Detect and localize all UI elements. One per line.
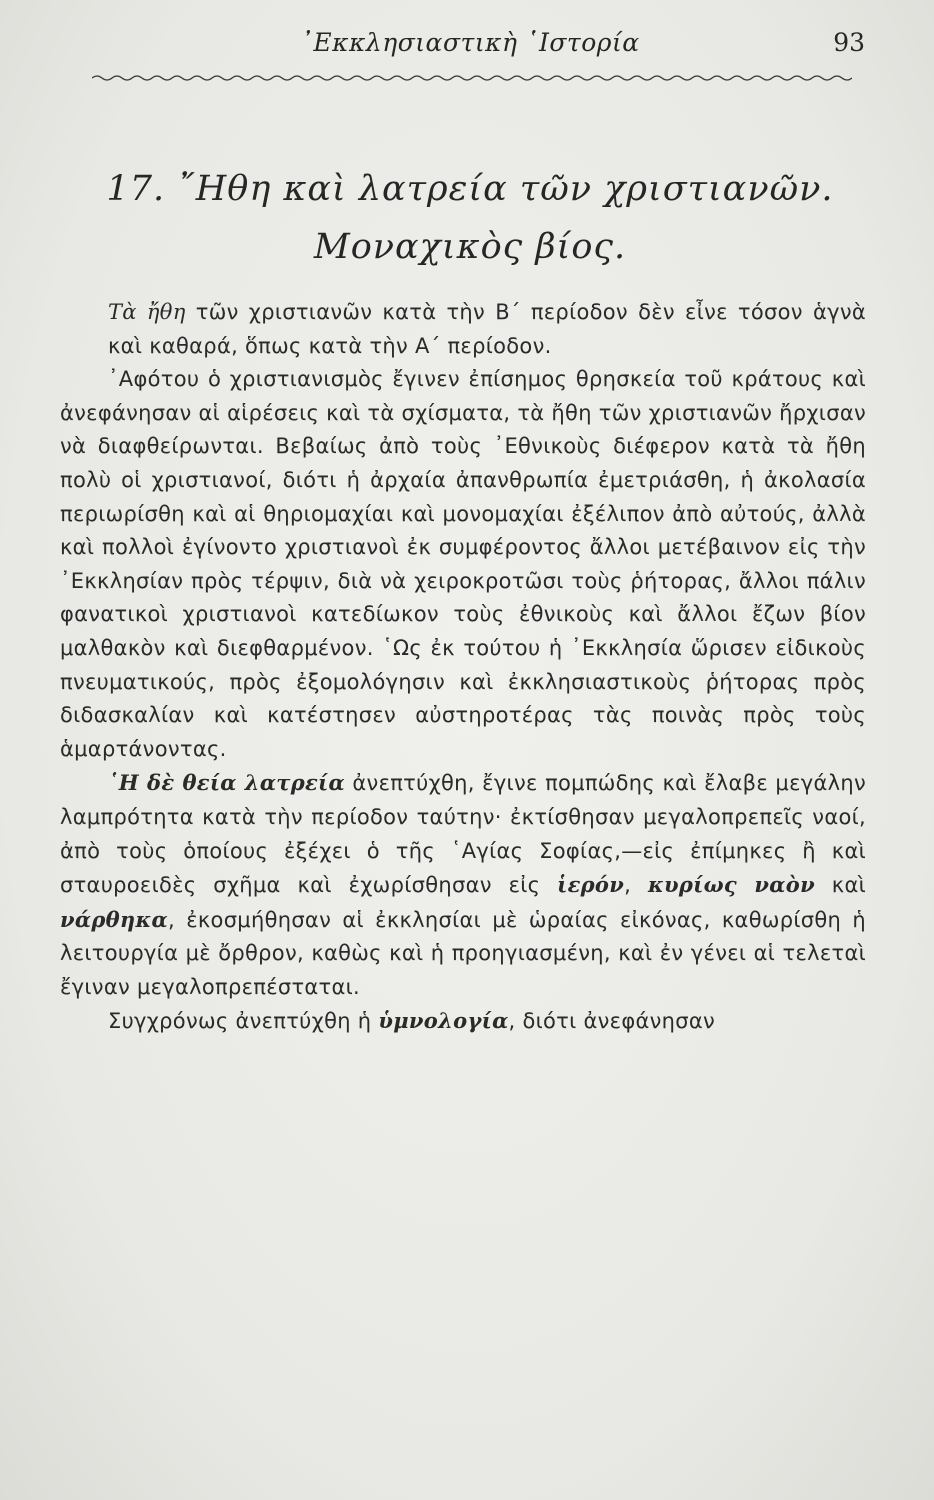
paragraph-3-text-b: ,	[624, 873, 648, 898]
paragraph-4	[60, 1004, 866, 1039]
body-text	[60, 296, 866, 1039]
page-number: 93	[833, 28, 865, 57]
paragraph-3-text-d: , ἐκοσμήθησαν αἱ ἐκκλησίαι μὲ ὡραίας εἰκόνας, καθωρίσθη ἡ λειτουργία μὲ ὄρθρον, καθὼς καὶ ἡ προηγιασμένη, καὶ ἐν γένει αἱ τελεταὶ ἔγιναν μεγαλοπρεπέσταται.	[60, 907, 866, 999]
emphasis-ethi: Τὰ ἤθη	[108, 300, 186, 324]
paragraph-4-text-a: Συγχρόνως ἀνεπτύχθη ἡ	[108, 1009, 379, 1034]
paragraph-3	[60, 766, 866, 1004]
emphasis-ieron: ἱερόν	[557, 872, 625, 898]
emphasis-theia-latreia: ῾Η δὲ θεία λατρεία	[108, 770, 345, 796]
chapter-title-line-2: Μοναχικὸς βίος.	[313, 227, 627, 267]
header-wavy-rule	[92, 74, 852, 82]
emphasis-kyrios-naon: κυρίως ναὸν	[647, 872, 815, 898]
paragraph-4-text-b: , διότι ἀνεφάνησαν	[508, 1009, 716, 1034]
running-head-title: ᾿Εκκλησιαστικὴ ῾Ιστορία	[300, 28, 640, 57]
running-head	[75, 28, 865, 68]
emphasis-hymnologia: ὑμνολογία	[378, 1008, 509, 1034]
paragraph-1	[60, 296, 866, 363]
paragraph-2: ᾿Αφότου ὁ χριστιανισμὸς ἔγινεν ἐπίσημος θρησκεία τοῦ κράτους καὶ ἀνεφάνησαν αἱ αἱρέσεις καὶ τὰ σχίσματα, τὰ ἤθη τῶν χριστιανῶν ἤρχισαν νὰ διαφθείρωνται. Βεβαίως ἀπὸ τοὺς ᾿Εθνικοὺς διέφερον κατὰ τὰ ἤθη πολὺ οἱ χριστιανοί, διότι ἡ ἀρχαία ἀπανθρωπία ἐμετριάσθη, ἡ ἀκολασία περιωρίσθη καὶ αἱ θηριομαχίαι καὶ μονομαχίαι ἐξέλιπον ἀπὸ αὐτούς, ἀλλὰ καὶ πολλοὶ ἐγίνοντο χριστιανοὶ ἐκ συμφέροντος ἄλλοι μετέβαινον εἰς τὴν ᾿Εκκλησίαν πρὸς τέρψιν, διὰ νὰ χειροκροτῶσι τοὺς ῥήτορας, ἄλλοι πάλιν φανατικοὶ χριστιανοὶ κατεδίωκον τοὺς ἐθνικοὺς καὶ ἄλλοι ἔζων βίον μαλθακὸν καὶ διεφθαρμένον. ῾Ως ἐκ τούτου ἡ ᾿Εκκλησία ὥρισεν εἰδικοὺς πνευματικούς, πρὸς ἐξομολόγησιν καὶ ἐκκλησιαστικοὺς ῥήτορας πρὸς διδασκαλίαν καὶ κατέστησεν αὐστηροτέρας τὰς ποινὰς πρὸς τοὺς ἁμαρτάνοντας.	[60, 367, 866, 761]
chapter-title	[60, 160, 880, 276]
chapter-title-line-1: 17. ῎Ηθη καὶ λατρεία τῶν χριστιανῶν.	[106, 169, 834, 209]
paragraph-3-text-c: καὶ	[814, 873, 867, 898]
emphasis-narthika: νάρθηκα	[60, 906, 168, 932]
paragraph-1-text: τῶν χριστιανῶν κατὰ τὴν Β΄ περίοδον δὲν εἶνε τόσον ἁγνὰ καὶ καθαρά, ὅπως κατὰ τὴν Α΄ περίοδον.	[108, 300, 866, 358]
paragraph-3-text-a: ἀνεπτύχθη, ἔγινε πομπώδης καὶ ἔλαβε μεγάλην λαμπρότητα κατὰ τὴν περίοδον ταύτην· ἐκτίσθησαν μεγαλοπρεπεῖς ναοί, ἀπὸ τοὺς ὁποίους ἐξέχει ὁ τῆς ῾Αγίας Σοφίας,—εἰς ἐπίμηκες ἢ καὶ σταυροειδὲς σχῆμα καὶ ἐχωρίσθησαν εἰς	[60, 771, 866, 898]
